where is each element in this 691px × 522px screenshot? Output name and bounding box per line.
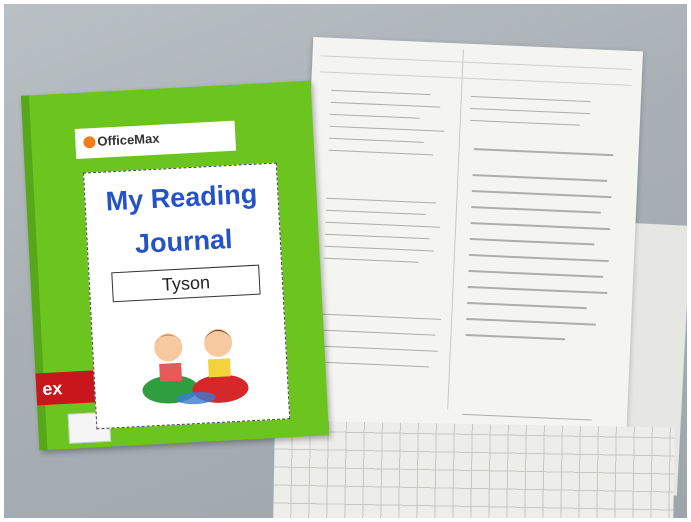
student-name-box: Tyson xyxy=(111,265,260,303)
printed-text-line xyxy=(324,246,434,252)
worksheet-column-divider xyxy=(447,50,464,410)
brand-name: OfficeMax xyxy=(97,130,160,149)
printed-text-line xyxy=(325,222,440,228)
handwriting-stroke xyxy=(468,286,608,294)
handwriting-stroke xyxy=(470,222,610,230)
brand-dot-icon xyxy=(83,136,96,149)
printed-text-line xyxy=(471,96,591,102)
kid-right-head xyxy=(203,328,232,357)
printed-text-line xyxy=(331,90,431,95)
printed-text-line xyxy=(321,330,436,336)
journal-title-line2: Journal xyxy=(134,223,234,260)
reading-journal-book xyxy=(21,81,329,451)
kid-right-book xyxy=(208,358,231,377)
handwriting-stroke xyxy=(468,270,603,278)
worksheet-line xyxy=(320,55,632,70)
handwriting-stroke xyxy=(466,318,596,326)
printed-text-line xyxy=(326,210,426,215)
journal-cover-card xyxy=(83,163,290,430)
printed-text-line xyxy=(324,258,419,263)
printed-text-line xyxy=(326,198,436,204)
printed-text-line xyxy=(329,138,424,143)
worksheet-paper xyxy=(295,37,643,471)
printed-text-line xyxy=(325,234,430,240)
printed-text-line xyxy=(320,346,438,352)
red-band-text: ex xyxy=(41,378,63,400)
worksheet-line xyxy=(320,71,632,86)
handwriting-stroke xyxy=(467,302,587,309)
grid-paper xyxy=(273,421,675,518)
handwriting-stroke xyxy=(472,174,607,182)
handwriting-stroke xyxy=(474,148,614,156)
printed-text-line xyxy=(330,114,420,119)
handwriting-stroke xyxy=(470,238,595,245)
printed-text-line xyxy=(462,414,592,421)
printed-text-line xyxy=(329,126,444,132)
reading-kids-illustration xyxy=(131,305,256,411)
photo-frame xyxy=(4,4,687,518)
kid-left-book xyxy=(159,363,182,382)
journal-title-line1: My Reading xyxy=(105,178,258,217)
handwriting-stroke xyxy=(472,190,612,198)
handwriting-stroke xyxy=(469,254,609,262)
printed-text-line xyxy=(470,108,590,114)
printed-text-line xyxy=(319,362,429,368)
printed-text-line xyxy=(470,120,580,126)
printed-text-line xyxy=(330,102,440,108)
printed-text-line xyxy=(328,150,433,156)
printed-text-line xyxy=(321,314,441,320)
handwriting-stroke xyxy=(471,206,601,214)
kid-left-head xyxy=(154,333,183,362)
handwriting-stroke xyxy=(465,334,565,340)
